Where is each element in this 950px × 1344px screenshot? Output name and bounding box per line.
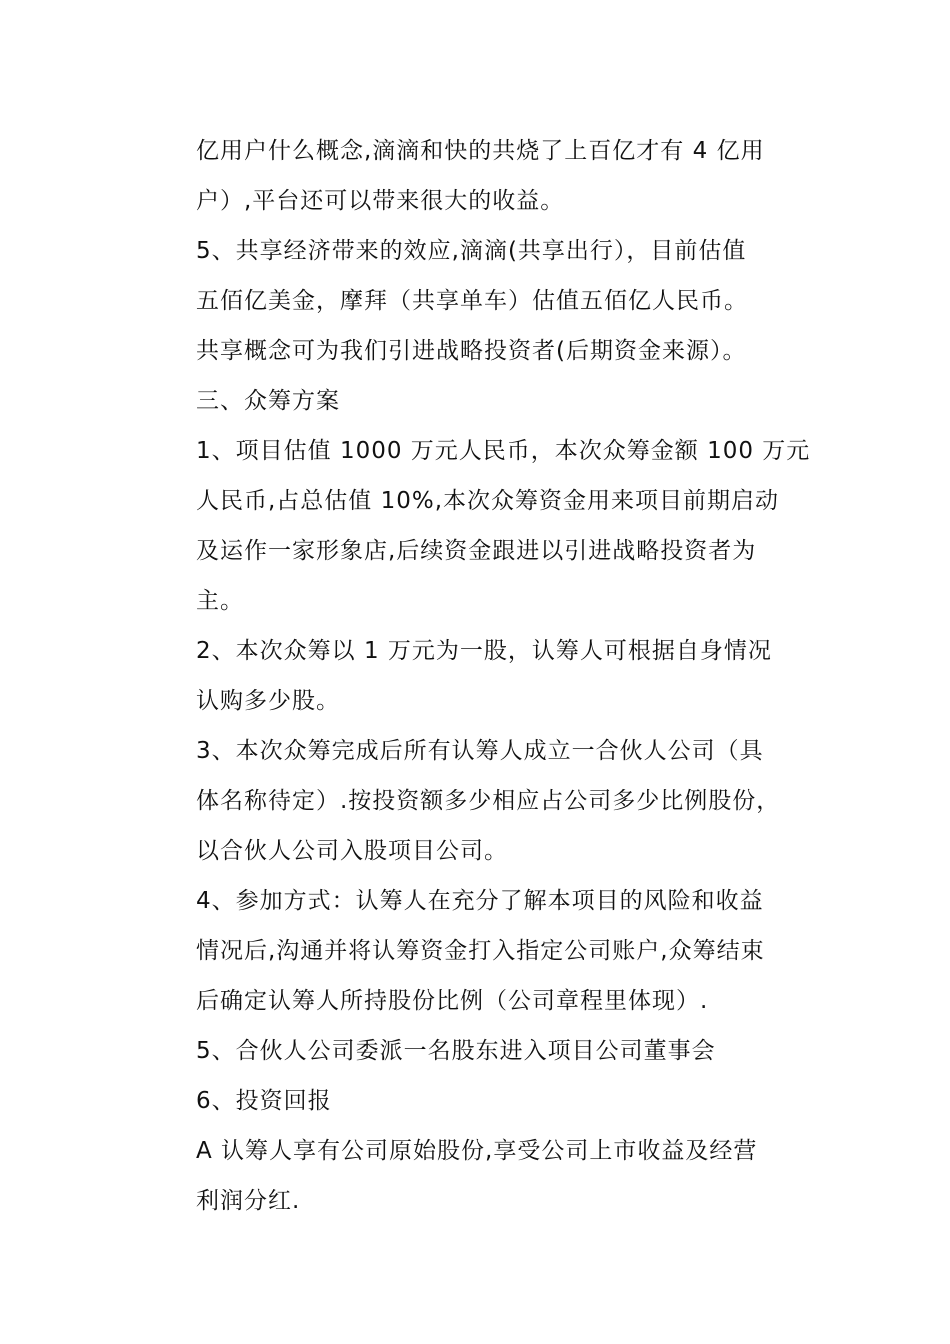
text-line: 3、本次众筹完成后所有认筹人成立一合伙人公司（具 <box>196 738 764 764</box>
text-line: 后确定认筹人所持股份比例（公司章程里体现）. <box>196 988 709 1014</box>
document-body <box>196 126 836 1226</box>
text-line: 以合伙人公司入股项目公司。 <box>196 838 508 864</box>
text-line: 户）,平台还可以带来很大的收益。 <box>196 188 565 214</box>
text-line: 6、投资回报 <box>196 1088 332 1114</box>
text-line: 五佰亿美金，摩拜（共享单车）估值五佰亿人民币。 <box>196 288 748 314</box>
text-line: 情况后,沟通并将认筹资金打入指定公司账户,众筹结束 <box>196 938 765 964</box>
text-line: 5、合伙人公司委派一名股东进入项目公司董事会 <box>196 1038 716 1064</box>
text-line: 共享概念可为我们引进战略投资者(后期资金来源）。 <box>196 338 747 364</box>
text-line: 体名称待定）.按投资额多少相应占公司多少比例股份， <box>196 788 781 814</box>
text-line: 及运作一家形象店,后续资金跟进以引进战略投资者为 <box>196 538 757 564</box>
text-line: 利润分红. <box>196 1188 301 1214</box>
text-line: 人民币,占总估值 10%,本次众筹资金用来项目前期启动 <box>196 488 780 514</box>
text-line: 认购多少股。 <box>196 688 340 714</box>
text-line: 主。 <box>196 588 244 614</box>
text-line: 1、项目估值 1000 万元人民币，本次众筹金额 100 万元 <box>196 438 811 464</box>
text-line: A 认筹人享有公司原始股份,享受公司上市收益及经营 <box>196 1138 758 1164</box>
text-line: 2、本次众筹以 1 万元为一股，认筹人可根据自身情况 <box>196 638 772 664</box>
section-heading: 三、众筹方案 <box>196 388 340 414</box>
text-line: 4、参加方式：认筹人在充分了解本项目的风险和收益 <box>196 888 764 914</box>
text-line: 5、共享经济带来的效应,滴滴(共享出行），目前估值 <box>196 238 747 264</box>
text-line: 亿用户什么概念,滴滴和快的共烧了上百亿才有 4 亿用 <box>196 138 765 164</box>
